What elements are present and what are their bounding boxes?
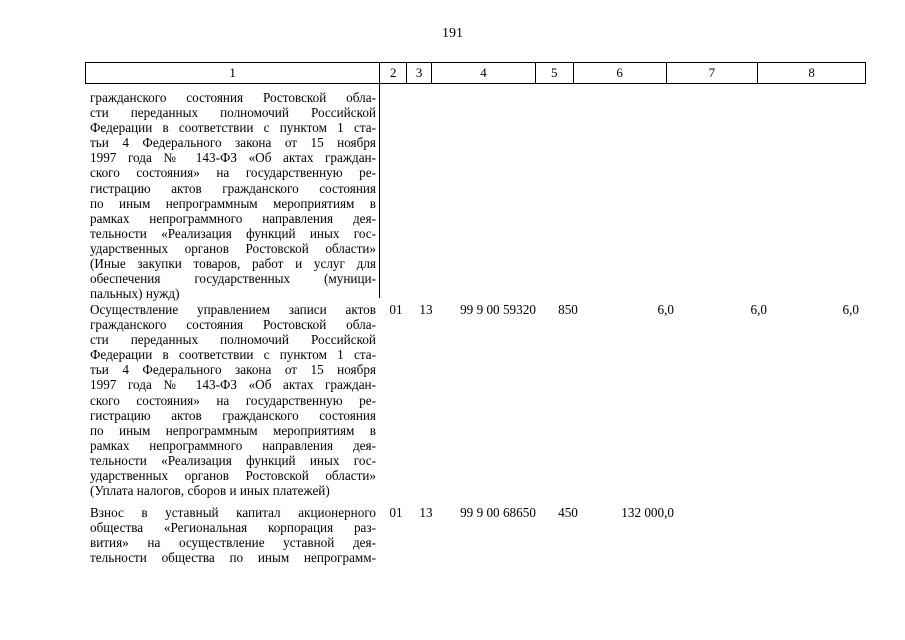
column-divider — [379, 83, 380, 298]
description-line: пальных) нужд) — [90, 286, 180, 302]
description-line: ского состояния» на государственную ре- — [90, 165, 376, 181]
description-line: тельности общества по иным непрограмм- — [90, 550, 376, 566]
table-header — [85, 62, 866, 84]
description-line: тельности «Реализация функций иных гос- — [90, 225, 376, 241]
cell-subsection: 13 — [419, 505, 433, 520]
cell-section: 01 — [389, 302, 403, 317]
description-line: 1997 года № 143-ФЗ «Об актах граждан- — [90, 150, 376, 166]
description-line: Взнос в уставный капитал акционерного — [90, 505, 376, 520]
description-line: Федерации в соответствии с пунктом 1 ста- — [90, 347, 376, 363]
description-line: рамках непрограммного направления дея- — [90, 210, 376, 226]
header-col-1: 1 — [229, 65, 236, 80]
description-line: рамках непрограммного направления дея- — [90, 437, 376, 453]
description-line: тьи 4 Федерального закона от 15 ноября — [90, 362, 376, 378]
description-line: (Иные закупки товаров, работ и услуг для — [90, 256, 376, 272]
cell-amount-2: 6,0 — [750, 302, 767, 317]
description-line: ударственных органов Ростовской области» — [90, 468, 376, 484]
header-col-2: 2 — [379, 63, 406, 83]
description-line: тьи 4 Федерального закона от 15 ноября — [90, 135, 376, 151]
header-col-6: 6 — [573, 63, 666, 83]
description-line: (Уплата налогов, сборов и иных платежей) — [90, 483, 330, 499]
description-line: гражданского состояния Ростовской обла- — [90, 317, 376, 333]
cell-amount-3: 6,0 — [842, 302, 859, 317]
description-line: ударственных органов Ростовской области» — [90, 240, 376, 256]
description-line: сти переданных полномочий Российской — [90, 332, 376, 348]
cell-subsection: 13 — [419, 302, 433, 317]
header-col-4: 4 — [431, 63, 535, 83]
cell-section: 01 — [389, 505, 403, 520]
header-col-8: 8 — [757, 63, 865, 83]
header-col-7: 7 — [666, 63, 758, 83]
header-col-3: 3 — [406, 63, 431, 83]
description-line: по иным непрограммным мероприятиям в — [90, 195, 376, 211]
cell-amount-1: 132 000,0 — [621, 505, 674, 520]
cell-amount-1: 6,0 — [657, 302, 674, 317]
description-line: гистрацию актов гражданского состояния — [90, 407, 376, 423]
cell-expense-type: 850 — [558, 302, 578, 317]
description-line: по иным непрограммным мероприятиям в — [90, 422, 376, 438]
row-description — [90, 302, 376, 498]
cell-expense-type: 450 — [558, 505, 578, 520]
cell-target-code: 99 9 00 68650 — [460, 505, 536, 520]
description-line: Федерации в соответствии с пунктом 1 ста- — [90, 120, 376, 136]
page-number: 191 — [442, 26, 463, 41]
description-line: вития» на осуществление уставной дея- — [90, 535, 376, 551]
description-line: Осуществление управлением записи актов — [90, 302, 376, 317]
row-description — [90, 505, 376, 565]
description-line: гистрацию актов гражданского состояния — [90, 180, 376, 196]
description-line: 1997 года № 143-ФЗ «Об актах граждан- — [90, 377, 376, 393]
description-line: ского состояния» на государственную ре- — [90, 392, 376, 408]
row-description — [90, 90, 376, 301]
cell-target-code: 99 9 00 59320 — [460, 302, 536, 317]
description-line: тельности «Реализация функций иных гос- — [90, 452, 376, 468]
header-col-5: 5 — [535, 63, 573, 83]
description-line: сти переданных полномочий Российской — [90, 105, 376, 121]
description-line: обеспечения государственных (муници- — [90, 271, 376, 287]
description-line: гражданского состояния Ростовской обла- — [90, 90, 376, 105]
description-line: общества «Региональная корпорация раз- — [90, 520, 376, 536]
